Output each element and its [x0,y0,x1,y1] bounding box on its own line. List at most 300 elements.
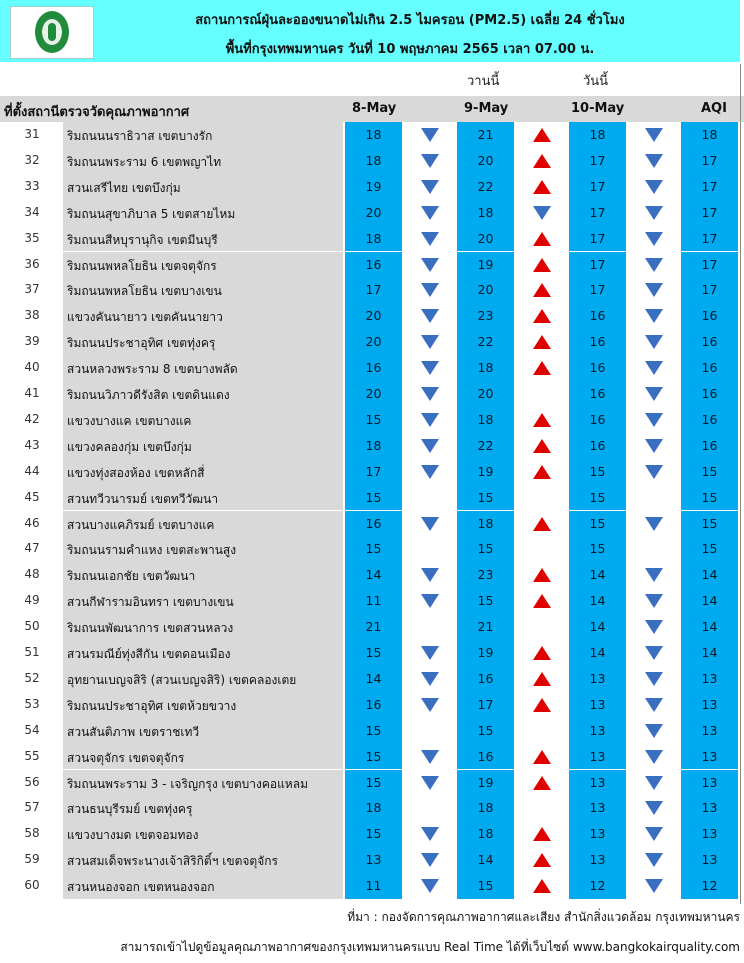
trend-cell [401,433,458,459]
trend-up-icon [533,232,551,246]
station-number: 35 [24,230,40,245]
aqi-value: 17 [701,256,718,272]
trend-up-icon [533,568,551,582]
station-number: 46 [24,515,40,530]
trend-cell [401,666,458,692]
pm25-value-cell [345,200,402,226]
aqi-value: 13 [701,800,718,816]
aqi-value-cell [681,200,738,226]
aqi-value-cell [681,485,738,511]
table-row [0,873,744,899]
pm25-value: 20 [477,152,494,168]
table-row [0,485,744,511]
pm25-value-cell [569,536,626,562]
station-location-cell [63,692,343,718]
pm25-value-cell [569,174,626,200]
pm25-value-cell [345,821,402,847]
trend-cell [513,459,570,485]
pm25-value: 18 [365,127,382,142]
pm25-value-cell [457,148,514,174]
table-row [0,511,744,537]
trend-cell [513,277,570,303]
aqi-value: 16 [701,386,718,401]
trend-down-icon [645,620,663,634]
pm25-value: 15 [365,541,382,557]
trend-down-icon [645,206,663,220]
station-location-cell [63,329,343,355]
seal-emblem [35,11,69,53]
column-header-location: ที่ตั้งสถานีตรวจวัดคุณภาพอากาศ [4,105,190,120]
trend-cell [401,511,458,537]
table-row [0,666,744,692]
aqi-value-cell [681,873,738,899]
trend-down-icon [533,206,551,220]
station-number: 43 [24,437,40,452]
pm25-value-cell [457,433,514,459]
aqi-value-cell [681,666,738,692]
trend-down-icon [421,283,439,297]
pm25-value-cell [457,666,514,692]
station-location: สวนรมณีย์ทุ่งสีกัน เขตดอนเมือง [67,647,231,661]
pm25-value-cell [569,562,626,588]
station-location-cell [63,795,343,821]
trend-down-icon [645,465,663,479]
trend-up-icon [533,517,551,531]
pm25-value: 14 [365,670,382,686]
table-row [0,536,744,562]
trend-cell [401,122,458,148]
pm25-value: 15 [477,722,494,738]
trend-cell [401,407,458,433]
pm25-value: 14 [589,567,606,583]
aqi-value: 14 [701,619,718,635]
trend-up-icon [533,698,551,712]
station-location-cell [63,640,343,666]
pm25-value-cell [457,303,514,329]
realtime-note: สามารถเข้าไปดูข้อมูลคุณภาพอากาศของกรุงเทพมหานครแบบ Real Time ได้ที่เว็บไซต์ www.bangkokairquality.com [120,940,740,954]
table-row [0,122,744,148]
table-row [0,847,744,873]
trend-down-icon [421,853,439,867]
aqi-value-cell [681,407,738,433]
aqi-value: 14 [701,567,718,583]
aqi-value: 17 [701,152,718,168]
pm25-value-cell [345,252,402,278]
table-border [740,64,741,904]
aqi-value-cell [681,381,738,407]
table-row [0,407,744,433]
trend-cell [625,433,682,459]
station-location: แขวงคลองกุ่ม เขตบึงกุ่ม [67,439,192,454]
pm25-value-cell [457,226,514,252]
station-number: 48 [24,567,40,582]
trend-down-icon [645,128,663,142]
pm25-value-cell [457,200,514,226]
trend-cell [513,847,570,873]
trend-cell [401,536,458,562]
pm25-value-cell [345,174,402,200]
aqi-value: 15 [701,463,718,479]
station-location-cell [63,588,343,614]
pm25-value-cell [569,640,626,666]
station-location: สวนเสรีไทย เขตบึงกุ่ม [67,180,181,195]
trend-down-icon [421,309,439,323]
trend-down-icon [421,128,439,142]
pm25-value-cell [569,122,626,148]
aqi-value: 13 [701,722,718,738]
station-number: 58 [24,826,40,841]
pm25-value: 17 [589,152,606,168]
table-row [0,640,744,666]
aqi-value: 12 [701,878,718,894]
station-location: ริมถนนประชาอุทิศ เขตทุ่งครุ [67,336,216,351]
pm25-value: 16 [589,411,606,427]
aqi-value-cell [681,226,738,252]
trend-cell [513,252,570,278]
station-location: ริมถนนพระราม 6 เขตพญาไท [67,154,222,169]
trend-cell [625,795,682,821]
pm25-value-cell [457,640,514,666]
aqi-value: 17 [701,282,718,298]
table-row [0,381,744,407]
table-row [0,588,744,614]
pm25-value-cell [569,355,626,381]
station-number: 36 [24,256,40,271]
aqi-value-cell [681,744,738,770]
trend-down-icon [645,776,663,790]
trend-up-icon [533,776,551,790]
pm25-value: 17 [365,463,382,479]
trend-cell [513,122,570,148]
trend-cell [625,744,682,770]
pm25-value: 13 [589,748,606,764]
station-location: แขวงบางมด เขตจอมทอง [67,828,199,843]
pm25-value: 22 [477,437,494,453]
aqi-value: 14 [701,645,718,660]
station-location: สวนจตุจักร เขตจตุจักร [67,750,185,765]
pm25-value: 22 [477,334,494,350]
pm25-value: 21 [477,619,494,635]
aqi-value-cell [681,329,738,355]
aqi-value: 16 [701,411,718,427]
aqi-value-cell [681,821,738,847]
pm25-value: 20 [477,230,494,246]
station-location: แขวงคันนายาว เขตคันนายาว [67,310,223,325]
pm25-value: 18 [477,411,494,427]
trend-down-icon [645,439,663,453]
pm25-value-cell [569,381,626,407]
pm25-value: 13 [589,800,606,816]
trend-cell [513,226,570,252]
pm25-value-cell [457,795,514,821]
trend-cell [625,459,682,485]
trend-down-icon [421,154,439,168]
station-number: 47 [24,541,40,556]
table-header [0,96,744,122]
pm25-value-cell [569,485,626,511]
pm25-value: 17 [589,204,606,220]
pm25-value-cell [569,407,626,433]
pm25-value: 22 [477,178,494,194]
trend-cell [401,226,458,252]
aqi-value: 13 [701,826,718,842]
trend-cell [401,873,458,899]
trend-up-icon [533,413,551,427]
trend-cell [401,770,458,796]
pm25-value: 16 [589,437,606,453]
pm25-value: 13 [589,774,606,790]
trend-cell [625,355,682,381]
pm25-value-cell [345,303,402,329]
trend-cell [625,770,682,796]
station-location-cell [63,536,343,562]
pm25-value: 11 [365,593,382,609]
pm25-value: 18 [589,127,606,142]
trend-cell [625,692,682,718]
aqi-value: 17 [701,230,718,246]
pm25-value-cell [457,355,514,381]
station-location-cell [63,252,343,278]
trend-up-icon [533,853,551,867]
station-location-cell [63,666,343,692]
trend-up-icon [533,283,551,297]
trend-cell [401,459,458,485]
pm25-value: 18 [477,360,494,376]
aqi-value: 13 [701,696,718,712]
station-location-cell [63,433,343,459]
trend-down-icon [421,672,439,686]
pm25-value-cell [569,459,626,485]
station-location: ริมถนนวิภาวดีรังสิต เขตดินแดง [67,388,230,402]
pm25-value-cell [457,407,514,433]
trend-cell [401,614,458,640]
pm25-value-cell [345,355,402,381]
pm25-value-cell [345,873,402,899]
table-row [0,562,744,588]
trend-cell [513,873,570,899]
trend-down-icon [645,646,663,660]
pm25-value: 14 [477,852,494,868]
pm25-value: 15 [365,748,382,764]
aqi-value-cell [681,174,738,200]
trend-cell [401,277,458,303]
trend-cell [513,614,570,640]
pm25-value-cell [345,536,402,562]
pm25-value: 16 [589,308,606,324]
pm25-value-cell [569,770,626,796]
station-location-cell [63,303,343,329]
station-location-cell [63,122,343,148]
pm25-value-cell [569,252,626,278]
trend-cell [401,200,458,226]
station-location-cell [63,847,343,873]
aqi-value: 13 [701,748,718,764]
trend-up-icon [533,672,551,686]
table-row [0,148,744,174]
pm25-value-cell [457,562,514,588]
trend-down-icon [421,335,439,349]
pm25-value-cell [569,588,626,614]
pm25-value: 14 [589,645,606,660]
trend-cell [401,821,458,847]
aqi-value-cell [681,562,738,588]
trend-up-icon [533,361,551,375]
trend-down-icon [645,154,663,168]
trend-cell [625,666,682,692]
table-row [0,821,744,847]
pm25-value-cell [457,692,514,718]
pm25-value-cell [457,485,514,511]
pm25-value-cell [569,433,626,459]
station-location-cell [63,614,343,640]
trend-up-icon [533,879,551,893]
pm25-value-cell [569,718,626,744]
aqi-value-cell [681,770,738,796]
aqi-value: 17 [701,178,718,194]
trend-cell [625,407,682,433]
table-row [0,770,744,796]
pm25-value-cell [457,252,514,278]
trend-cell [401,588,458,614]
trend-cell [513,770,570,796]
trend-cell [513,536,570,562]
pm25-value: 13 [589,826,606,842]
station-location: ริมถนนรามคำแหง เขตสะพานสูง [67,543,237,558]
pm25-value: 21 [365,619,382,635]
station-location: ริมถนนพหลโยธิน เขตบางเขน [67,284,222,299]
pm25-value: 18 [365,437,382,453]
pm25-value-cell [457,536,514,562]
station-location: ริมถนนเอกชัย เขตวัฒนา [67,569,196,584]
station-location-cell [63,485,343,511]
pm25-value-cell [345,795,402,821]
station-location-cell [63,407,343,433]
trend-cell [401,795,458,821]
pm25-value-cell [569,226,626,252]
trend-cell [625,174,682,200]
aqi-value: 17 [701,204,718,220]
station-location-cell [63,174,343,200]
station-location: สวนสันติภาพ เขตราชเทวี [67,724,200,739]
station-number: 59 [24,852,40,867]
trend-down-icon [645,361,663,375]
pm25-value-cell [457,459,514,485]
aqi-value-cell [681,795,738,821]
pm25-value-cell [569,692,626,718]
aqi-value-cell [681,692,738,718]
trend-cell [513,355,570,381]
pm25-value: 18 [477,800,494,816]
trend-down-icon [421,776,439,790]
pm25-value: 20 [477,386,494,401]
pm25-value-cell [569,847,626,873]
pm25-value: 18 [365,230,382,246]
pm25-value-cell [345,614,402,640]
aqi-value-cell [681,718,738,744]
pm25-value-cell [457,614,514,640]
pm25-value-cell [569,148,626,174]
pm25-value: 15 [589,515,606,531]
pm25-value: 18 [477,515,494,531]
trend-cell [625,562,682,588]
trend-cell [513,795,570,821]
pm25-value-cell [345,433,402,459]
trend-cell [625,329,682,355]
trend-cell [513,744,570,770]
trend-cell [513,329,570,355]
pm25-value: 23 [477,308,494,324]
table-row [0,277,744,303]
trend-down-icon [421,879,439,893]
pm25-value: 20 [365,334,382,350]
trend-down-icon [421,232,439,246]
station-number: 50 [24,619,40,634]
table-row [0,614,744,640]
station-location: ริมถนนประชาอุทิศ เขตห้วยขวาง [67,698,237,713]
trend-down-icon [421,465,439,479]
pm25-value-cell [345,744,402,770]
trend-down-icon [645,180,663,194]
trend-cell [401,381,458,407]
pm25-value-cell [569,614,626,640]
trend-cell [401,355,458,381]
trend-cell [625,122,682,148]
station-location-cell [63,459,343,485]
trend-up-icon [533,827,551,841]
aqi-value: 13 [701,774,718,790]
trend-down-icon [645,750,663,764]
aqi-value: 16 [701,360,718,376]
pm25-value: 15 [365,645,382,660]
station-location: สวนกีฬารามอินทรา เขตบางเขน [67,595,234,610]
pm25-value-cell [345,148,402,174]
trend-down-icon [645,517,663,531]
pm25-value: 21 [477,127,494,142]
trend-cell [513,821,570,847]
trend-down-icon [421,698,439,712]
station-location-cell [63,562,343,588]
station-number: 37 [24,282,40,297]
trend-down-icon [645,568,663,582]
aqi-value: 15 [701,515,718,531]
trend-cell [625,614,682,640]
station-location: สวนสมเด็จพระนางเจ้าสิริกิติ์ฯ เขตจตุจักร [67,854,278,869]
trend-cell [625,640,682,666]
table-row [0,433,744,459]
station-location-cell [63,744,343,770]
station-number: 33 [24,178,40,193]
pm25-value: 17 [589,178,606,194]
trend-cell [513,718,570,744]
trend-down-icon [421,517,439,531]
aqi-value: 15 [701,541,718,557]
trend-cell [513,303,570,329]
pm25-value: 11 [365,878,382,894]
trend-cell [513,640,570,666]
trend-cell [401,329,458,355]
pm25-value: 17 [477,696,494,712]
station-location-cell [63,511,343,537]
report-header [0,0,744,64]
pm25-value-cell [345,277,402,303]
trend-cell [513,588,570,614]
pm25-value-cell [569,744,626,770]
trend-down-icon [645,283,663,297]
pm25-value-cell [345,122,402,148]
column-header-d1: 8-May [352,101,397,116]
table-row [0,459,744,485]
pm25-value: 20 [477,282,494,298]
